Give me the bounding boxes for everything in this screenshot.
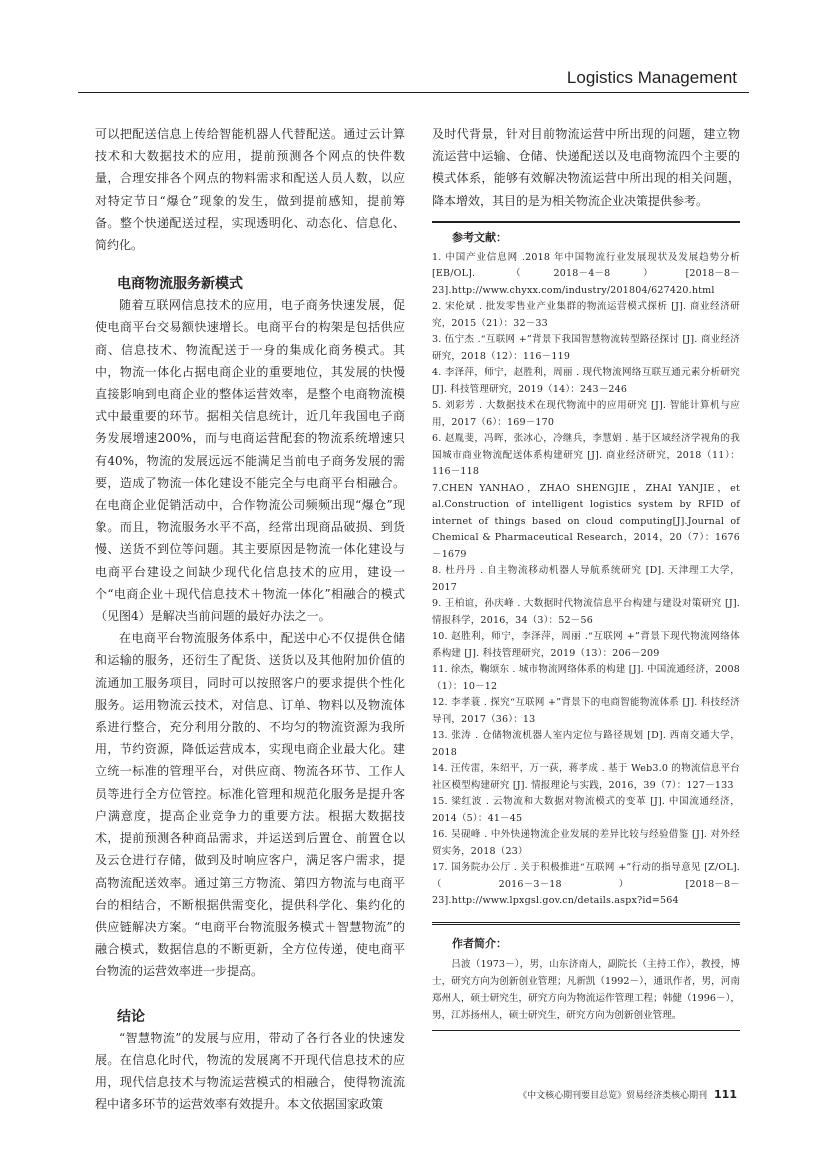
reference-item: 12. 李孝蓑 . 探究“互联网 +”背景下的电商智能物流体系 [J]. 科技经济导刊，2017（36）：13 bbox=[432, 697, 740, 725]
right-column bbox=[432, 123, 740, 1031]
author-heading: 作者简介： bbox=[452, 936, 507, 950]
reference-item: 5. 刘彩芳 . 大数据技术在现代物流中的应用研究 [J]. 智能计算机与应用，2017（6）：169－170 bbox=[432, 400, 740, 428]
reference-item: 4. 李泽萍，师宁，赵胜利，周丽 . 现代物流网络互联互通元素分析研究 [J]. 科技管理研究，2019（14）：243－246 bbox=[432, 367, 740, 395]
reference-item: 17. 国务院办公厅 . 关于积极推进“互联网 +”行动的指导意见 [Z/OL]. （2016－3－18）[2018－8－23].http://www.lpxgsl.gov.cn/details.aspx?id=564 bbox=[432, 862, 740, 907]
footer-journal-label: 《中文核心期刊要目总览》贸易经济类核心期刊 bbox=[518, 1091, 708, 1101]
reference-item: 7.CHEN YANHAO，ZHAO SHENGJIE，ZHAI YANJIE，et al.Construction of intelligent logistics system by RFID of internet of things based on cloud computing[J].Journal of Chemical & Pharmaceutical Research，2014，20（7）：1676－1679 bbox=[432, 482, 740, 560]
author-bio-block bbox=[432, 922, 740, 1031]
reference-item: 1. 中国产业信息网 .2018 年中国物流行业发展现状及发展趋势分析 [EB/OL]. （2018－4－8）[2018－8－23].http://www.chyxx.com/industry/201804/627420.html bbox=[432, 251, 740, 296]
header-rule bbox=[78, 92, 749, 93]
author-bottom-rule bbox=[432, 1030, 740, 1031]
author-bio-text: 吕波（1973－），男，山东济南人，副院长（主持工作），教授，博士，研究方向为创新创业管理；凡新凯（1992－），通讯作者，男，河南郑州人，硕士研究生，研究方向为物流运作管理工程；韩健（1996－），男，江苏扬州人，硕士研究生，研究方向为创新创业管理。 bbox=[432, 958, 740, 1021]
reference-item: 13. 张涛 . 仓储物流机器人室内定位与路径规划 [D]. 西南交通大学，2018 bbox=[432, 730, 740, 758]
reference-item: 16. 吴砚峰 . 中外快递物流企业发展的差异比较与经验借鉴 [J]. 对外经贸实务，2018（23） bbox=[432, 829, 740, 857]
conclusion-paragraph: “智慧物流”的发展与应用，带动了各行各业的快速发展。在信息化时代，物流的发展离不开现代信息技术的应用，现代信息技术与物流运营模式的相融合，使得物流流程中诸多环节的运营效率有效提升。本文依据国家政策 bbox=[95, 1030, 405, 1112]
running-header-title: Logistics Management bbox=[566, 68, 737, 87]
reference-item: 9. 王柏谊，孙庆峰 . 大数据时代物流信息平台构建与建设对策研究 [J]. 情报科学，2016，34（3）：52－56 bbox=[432, 598, 740, 626]
continuation-paragraph: 及时代背景，针对目前物流运营中所出现的问题，建立物流运营中运输、仓储、快递配送以及电商物流四个主要的模式体系，能够有效解决物流运营中所出现的相关问题，降本增效，其目的是为相关物流企业决策提供参考。 bbox=[432, 127, 740, 208]
reference-item: 15. 梁红波 . 云物流和大数据对物流模式的变革 [J]. 中国流通经济，2014（5）：41－45 bbox=[432, 796, 740, 824]
reference-item: 6. 赵胤斐，冯晖，张冰心，冷继兵，李慧娟 . 基于区域经济学视角的我国城市商业物流配送体系构建研究 [J]. 商业经济研究，2018（11）：116－118 bbox=[432, 433, 740, 478]
page-footer bbox=[518, 1088, 737, 1101]
reference-item: 11. 徐杰，鞠颂东 . 城市物流网络体系的构建 [J]. 中国流通经济，2008（1）：10－12 bbox=[432, 664, 740, 692]
intro-paragraph: 可以把配送信息上传给智能机器人代替配送。通过云计算技术和大数据技术的应用，提前预测各个网点的快件数量，合理安排各个网点的物料需求和配送人员人数，以应对特定节日“爆仓”现象的发生，做到提前感知，提前筹备。整个快递配送过程，实现透明化、动态化、信息化、简约化。 bbox=[95, 127, 405, 253]
page-number: 111 bbox=[714, 1088, 737, 1101]
reference-item: 10. 赵胜利，师宁，李泽萍，周丽 .“互联网 +”背景下现代物流网络体系构建 [J]. 科技管理研究，2019（13）：206－209 bbox=[432, 631, 740, 659]
reference-item: 14. 汪传雷，朱绍平，万一荻，蒋孝成 . 基于 Web3.0 的物流信息平台社区模型构建研究 [J]. 情报理论与实践，2016，39（7）：127－133 bbox=[432, 763, 740, 791]
section-heading: 电商物流服务新模式 bbox=[117, 276, 243, 293]
reference-item: 2. 宋伦斌 . 批发零售业产业集群的物流运营模式探析 [J]. 商业经济研究，2015（21）：32－33 bbox=[432, 301, 740, 329]
body-paragraph: 随着互联网信息技术的应用，电子商务快速发展，促使电商平台交易额快速增长。电商平台的构架是包括供应商、信息技术、物流配送于一身的集成化商务模式。其中，物流一体化占据电商企业的重要地位，其发展的快慢直接影响到电商企业的整体运营效率，是整个电商物流模式中最重要的环节。据相关信息统计，近几年我国电子商务发展增速200%，而与电商运营配套的物流系统增速只有40%，物流的发展远远不能满足当前电子商务发展的需要，造成了物流一体化建设不能完全与电商平台相融合。在电商企业促销活动中，合作物流公司频频出现“爆仓”现象。而且，物流服务水平不高，经常出现商品破损、到货慢、送货不到位等问题。其主要原因是物流一体化建设与电商平台建设之间缺少现代化信息技术的应用，建设一个“电商企业＋现代信息技术＋物流一体化”相融合的模式（见图4）是解决当前问题的最好办法之一。 bbox=[95, 298, 405, 624]
left-column bbox=[95, 123, 405, 1115]
reference-list bbox=[432, 250, 740, 910]
body-paragraph: 在电商平台物流服务体系中，配送中心不仅提供仓储和运输的服务，还衍生了配货、送货以及其他附加价值的流通加工服务项目，同时可以按照客户的要求提供个性化服务。运用物流云技术，对信息、订单、物料以及物流体系进行整合，充分利用分散的、不均匀的物流资源为我所用，节约资源，降低运营成本，实现电商企业最大化。建立统一标准的管理平台，对供应商、物流各环节、工作人员等进行全方位管控。标准化管理和规范化服务是提升客户满意度，提高企业竞争力的重要方法。根据大数据技术，提前预测各种商品需求，并运送到后置仓、前置仓以及云仓进行存储，做到及时响应客户，满足客户需求，提高物流配送效率。通过第三方物流、第四方物流与电商平台的相结合，不断根据供需变化，提供科学化、集约化的供应链解决方案。“电商平台物流服务模式＋智慧物流”的融合模式，数据信息的不断更新，全方位传递，使电商平台物流的运营效率进一步提高。 bbox=[95, 631, 405, 979]
reference-item: 3. 伍宁杰 .“互联网 +”背景下我国智慧物流转型路径探讨 [J]. 商业经济研究，2018（12）：116－119 bbox=[432, 334, 740, 362]
references-rule bbox=[432, 221, 740, 223]
reference-item: 8. 杜丹丹 . 自主物流移动机器人导航系统研究 [D]. 天津理工大学，2017 bbox=[432, 565, 740, 593]
conclusion-heading: 结论 bbox=[117, 1008, 145, 1025]
references-heading: 参考文献： bbox=[452, 230, 507, 244]
